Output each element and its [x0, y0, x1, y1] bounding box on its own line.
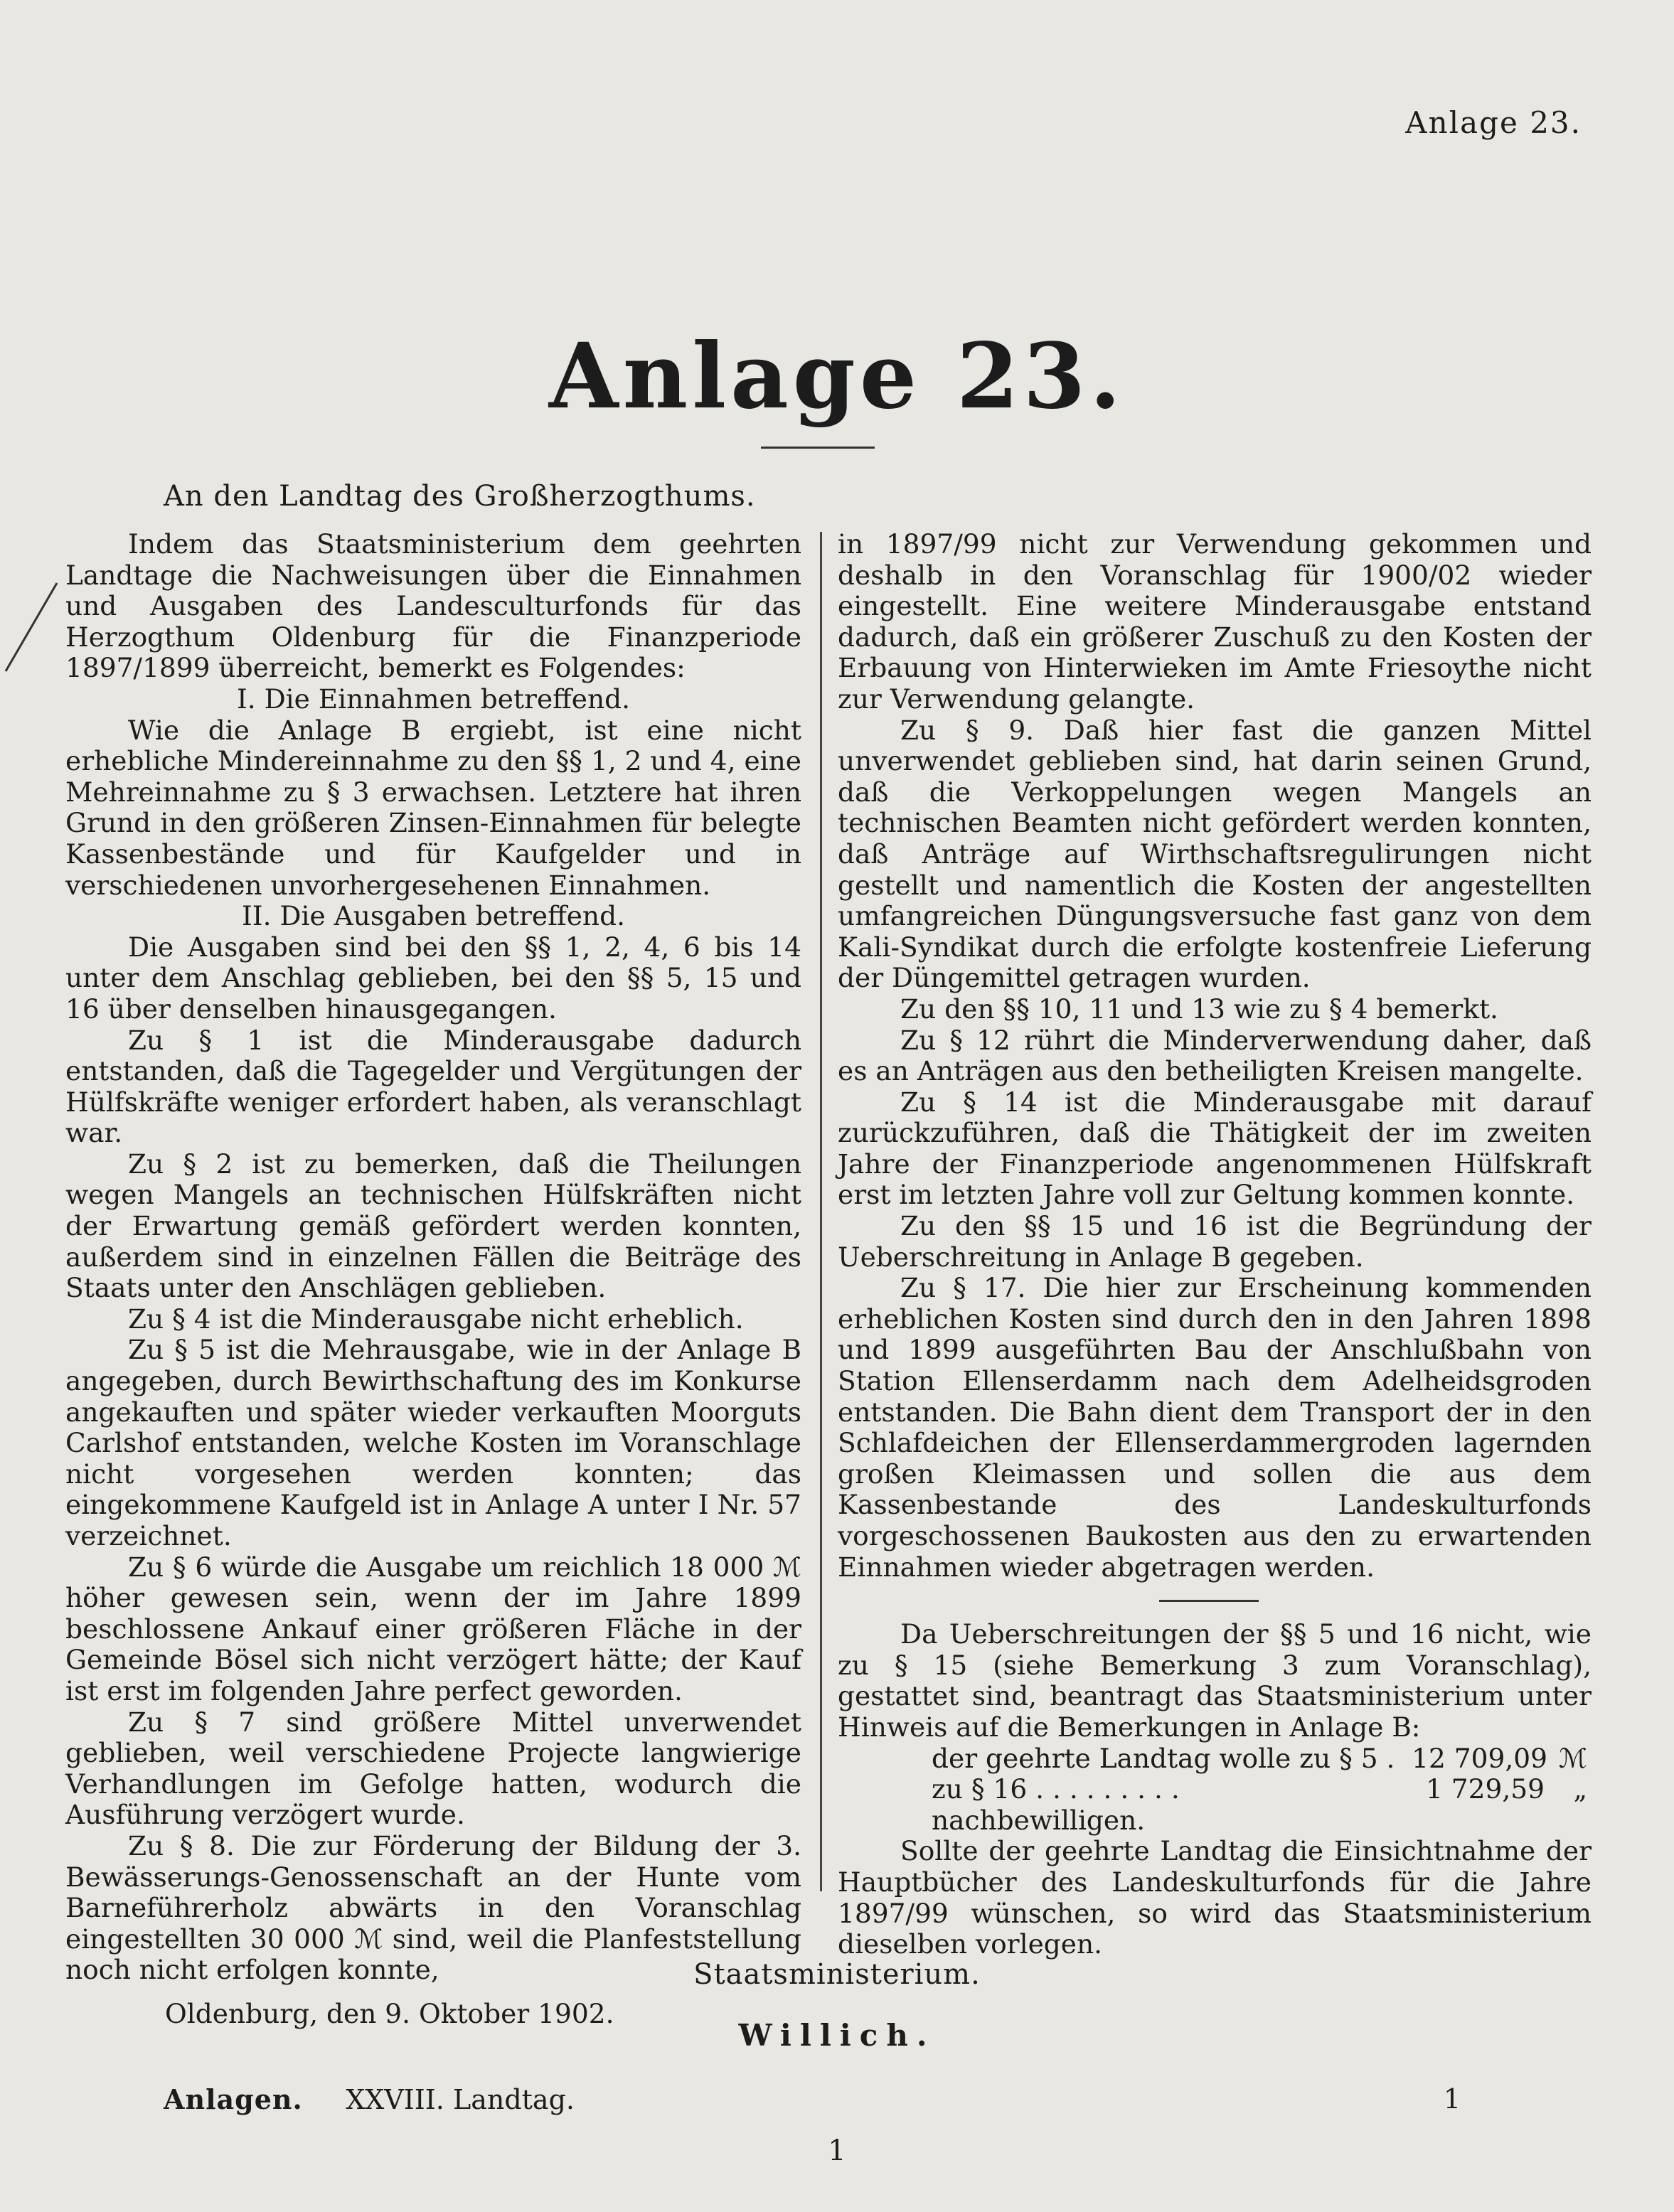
- amount-row: [838, 1774, 1592, 1805]
- closing-word: nachbewilligen.: [932, 1804, 1146, 1836]
- paragraph: Zu § 5 ist die Mehrausgabe, wie in der Anlage B angegeben, durch Bewirthschaftung des im Konkurse angekauften und später wieder verkauften Moorguts Carlshof entstanden, welche Kosten im Voranschlage nicht vorgesehen werden konnten; das eingekommene Kaufgeld ist in Anlage A unter I Nr. 57 verzeichnet.: [65, 1334, 801, 1551]
- paragraph: Wie die Anlage B ergiebt, ist eine nicht erhebliche Mindereinnahme zu den §§ 1, 2 und 4, eine Mehreinnahme zu § 3 erwachsen. Letztere hat ihren Grund in den größeren Zinsen-Einnahmen für belegte Kassenbestände und für Kaufgelder und in verschiedenen unvorhergesehenen Einnahmen.: [65, 714, 801, 901]
- amount-label: zu § 16 . . . . . . . . .: [932, 1773, 1180, 1805]
- footer-bold-label: Anlagen.: [164, 2083, 303, 2115]
- paragraph: Sollte der geehrte Landtag die Einsichtnahme der Hauptbücher des Landeskulturfonds für die Jahre 1897/99 wünschen, so wird das Staatsministerium dieselben vorlegen.: [838, 1835, 1592, 1960]
- amount-value: 12 709,09: [1412, 1742, 1548, 1774]
- paragraph: Zu § 7 sind größere Mittel unverwendet geblieben, weil verschiedene Projecte langwierige Verhandlungen im Gefolge hatten, wodurch die Ausführung verzögert wurde.: [65, 1706, 801, 1831]
- amount-label: der geehrte Landtag wolle zu § 5 .: [932, 1742, 1395, 1774]
- title-divider: [761, 447, 875, 449]
- paragraph: Die Ausgaben sind bei den §§ 1, 2, 4, 6 bis 14 unter dem Anschlag geblieben, bei den §§ 5, 15 und 16 über denselben hinausgegangen.: [65, 931, 801, 1025]
- amount-currency: „: [1573, 1773, 1587, 1805]
- footer-session: XXVIII. Landtag.: [346, 2084, 575, 2115]
- footer-sheet-number: 1: [1443, 2083, 1461, 2115]
- paragraph: Zu § 4 ist die Minderausgabe nicht erheblich.: [128, 1303, 744, 1335]
- page-title: Anlage 23.: [548, 324, 1126, 429]
- date-line: Oldenburg, den 9. Oktober 1902.: [165, 1997, 614, 2029]
- paragraph: Zu § 12 rührt die Minderverwendung daher, daß es an Anträgen aus den betheiligten Kreisen mangelte.: [838, 1024, 1592, 1087]
- amount-currency: ℳ: [1558, 1742, 1587, 1774]
- address-line: An den Landtag des Großherzogthums.: [164, 480, 756, 513]
- paragraph: Indem das Staatsministerium dem geehrten Landtage die Nachweisungen über die Einnahmen und Ausgaben des Landesculturfonds für das Herzogthum Oldenburg für die Finanzperiode 1897/1899 überreicht, bemerkt es Folgendes:: [65, 528, 801, 684]
- paragraph: Zu § 8. Die zur Förderung der Bildung der 3. Bewässerungs-Genossenschaft an der Hunte vom Barneführerholz abwärts in den Voranschlag eingestellten 30 000 ℳ sind, weil die Planfeststellung noch nicht erfolgen konnte,: [65, 1829, 801, 1986]
- amount-value: 1 729,59: [1426, 1773, 1545, 1805]
- column-divider: [820, 532, 822, 1891]
- paragraph: Zu den §§ 10, 11 und 13 wie zu § 4 bemerkt.: [900, 993, 1498, 1025]
- paragraph: in 1897/99 nicht zur Verwendung gekommen und deshalb in den Voranschlag für 1900/02 wieder eingestellt. Eine weitere Minderausgabe entstand dadurch, daß ein größerer Zuschuß zu den Kosten der Erbauung von Hinterwieken im Amte Friesoythe nicht zur Verwendung gelangte.: [838, 528, 1592, 715]
- left-column: [65, 529, 801, 2030]
- section-heading: II. Die Ausgaben betreffend.: [241, 900, 626, 932]
- paragraph: Zu § 6 würde die Ausgabe um reichlich 18 000 ℳ höher gewesen sein, wenn der im Jahre 1899 beschlossene Ankauf einer größeren Fläche in der Gemeinde Bösel sich nicht verzögert hätte; der Kauf ist erst im folgenden Jahre perfect geworden.: [65, 1551, 801, 1706]
- section-heading: I. Die Einnahmen betreffend.: [236, 683, 631, 715]
- amount-row: [838, 1743, 1592, 1775]
- paragraph: Zu § 1 ist die Minderausgabe dadurch entstanden, daß die Tagegelder und Vergütungen der Hülfskräfte weniger erfordert haben, als veranschlagt war.: [65, 1024, 801, 1149]
- signature-body: Staatsministerium.: [693, 1958, 981, 1991]
- page-number: 1: [828, 2134, 846, 2167]
- right-column: [838, 529, 1592, 1960]
- paragraph: Zu § 14 ist die Minderausgabe mit darauf zurückzuführen, daß die Thätigkeit der im zweiten Jahre der Finanzperiode angenommenen Hülfskraft erst im letzten Jahre voll zur Geltung kommen konnte.: [838, 1086, 1592, 1211]
- paragraph: Zu § 17. Die hier zur Erscheinung kommenden erheblichen Kosten sind durch den in den Jahren 1898 und 1899 ausgeführten Bau der Anschlußbahn von Station Ellenserdamm nach dem Adelheidsgroden entstanden. Die Bahn dient dem Transport der in den Schlafdeichen der Ellenserdammergroden lagernden großen Kleimassen und sollen die aus dem Kassenbestande des Landeskulturfonds vorgeschossenen Baukosten aus den zu erwartenden Einnahmen wieder abgetragen werden.: [838, 1272, 1592, 1583]
- section-divider: [1159, 1600, 1259, 1602]
- paragraph: Zu § 9. Daß hier fast die ganzen Mittel unverwendet geblieben sind, hat darin seinen Grund, daß die Verkoppelungen wegen Mangels an technischen Beamten nicht gefördert werden konnten, daß Anträge auf Wirthschaftsregulirungen nicht gestellt und namentlich die Kosten der angestellten umfangreichen Düngungsversuche fast ganz von dem Kali-Syndikat durch die erfolgte kostenfreie Lieferung der Düngemittel getragen wurden.: [838, 714, 1592, 994]
- paragraph: Da Ueberschreitungen der §§ 5 und 16 nicht, wie zu § 15 (siehe Bemerkung 3 zum Voranschlag), gestattet sind, beantragt das Staatsministerium unter Hinweis auf die Bemerkungen in Anlage B:: [838, 1618, 1592, 1743]
- footer-label: [164, 2083, 575, 2115]
- paragraph: Zu den §§ 15 und 16 ist die Begründung der Ueberschreitung in Anlage B gegeben.: [838, 1210, 1592, 1273]
- paragraph: Zu § 2 ist zu bemerken, daß die Theilungen wegen Mangels an technischen Hülfskräften nicht der Erwartung gemäß gefördert werden konnten, außerdem sind in einzelnen Fällen die Beiträge des Staats unter den Anschlägen geblieben.: [65, 1148, 801, 1304]
- signature-name: Willich.: [738, 2018, 936, 2053]
- running-header: Anlage 23.: [1405, 105, 1582, 140]
